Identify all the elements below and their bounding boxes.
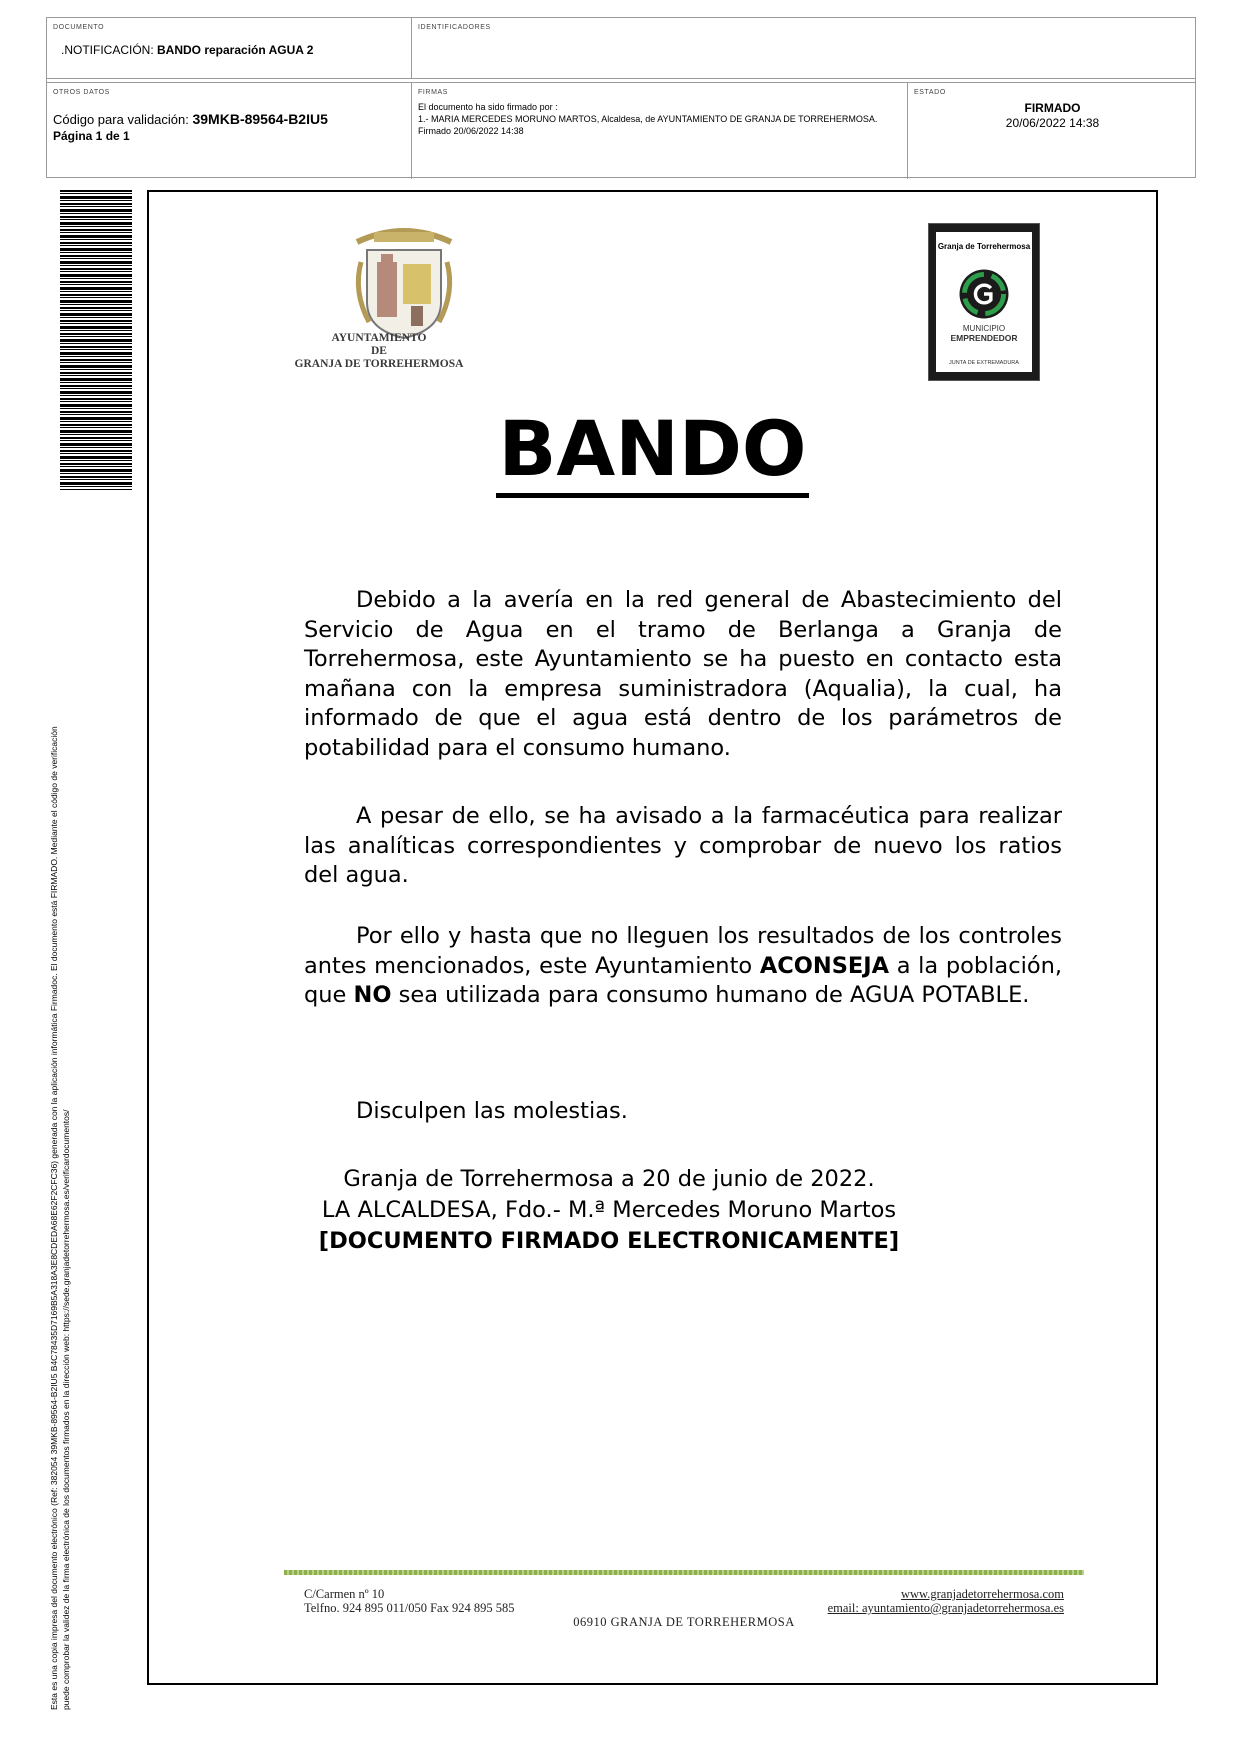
firmas-cell xyxy=(411,83,907,179)
badge-emprendedor: EMPRENDEDOR xyxy=(950,333,1018,343)
documento-value xyxy=(61,43,313,57)
p3-aconseja: ACONSEJA xyxy=(759,952,890,979)
p3-part-e: sea utilizada para consumo humano de AGUA POTABLE. xyxy=(391,982,1030,1008)
documento-name: BANDO reparación AGUA 2 xyxy=(157,43,314,57)
ayuntamiento-logo-text xyxy=(269,332,489,371)
paragraph-3-text xyxy=(304,922,1062,1011)
status-badge: FIRMADO xyxy=(1024,101,1081,115)
barcode xyxy=(60,190,132,490)
paragraph-2-text: A pesar de ello, se ha avisado a la farmacéutica para realizar las analíticas correspondientes y comprobar de nuevo los ratios del agua. xyxy=(304,803,1062,888)
paragraph-1-text: Debido a la avería en la red general de Abastecimiento del Servicio de Agua en el tramo de Berlanga a Granja de Torrehermosa, este Ayuntamiento se ha puesto en contacto esta mañana con la empresa suministradora (Aqualia), la cual, ha informado de que el agua está dentro de los parámetros de potabilidad para el consumo humano. xyxy=(304,587,1062,761)
body-paragraph-1 xyxy=(304,586,1062,763)
p3-part-a: Por ello y hasta que no lleguen los resultados de los controles antes mencionados, este Ayuntamiento xyxy=(304,923,1062,979)
codigo-value: 39MKB-89564-B2IU5 xyxy=(192,111,328,127)
footer-phone: Telfno. 924 895 011/050 Fax 924 895 585 xyxy=(304,1601,515,1615)
estado-cell xyxy=(907,83,1197,179)
coat-of-arms-icon xyxy=(339,222,469,342)
document-frame xyxy=(147,190,1158,1685)
identificadores-caption: IDENTIFICADORES xyxy=(418,24,491,31)
p3-no: NO xyxy=(353,982,392,1008)
validation-code xyxy=(53,111,328,127)
identificadores-cell xyxy=(411,18,1197,78)
signature-block xyxy=(309,1164,909,1257)
documento-cell xyxy=(47,18,411,78)
body-paragraph-3 xyxy=(304,922,1062,1011)
codigo-label: Código para validación: xyxy=(53,112,193,127)
badge-junta: JUNTA DE EXTREMADURA xyxy=(949,360,1019,366)
ayto-line3: GRANJA DE TORREHERMOSA xyxy=(294,358,464,370)
footer-city: 06910 GRANJA DE TORREHERMOSA xyxy=(573,1615,795,1629)
firmas-text xyxy=(418,101,877,137)
badge-inner xyxy=(936,232,1032,372)
bando-title: BANDO xyxy=(496,405,808,498)
verification-side-text xyxy=(48,490,72,1710)
documento-prefix: .NOTIFICACIÓN: xyxy=(61,43,157,57)
metadata-row-document xyxy=(47,18,1195,79)
page-number: Página 1 de 1 xyxy=(53,129,130,143)
footer-address: C/Carmen nº 10 xyxy=(304,1587,385,1601)
paragraph-4-text: Disculpen las molestias. xyxy=(356,1098,628,1124)
firmas-line3: Firmado 20/06/2022 14:38 xyxy=(418,126,524,136)
firmas-line1: El documento ha sido firmado por : xyxy=(418,102,558,112)
side-text-line2: puede comprobar la validez de la firma electrónica de los documentos firmados en la dirección web: https://sede.granjadetorrehermosa.es/verificardocumentos/ xyxy=(61,1109,71,1710)
badge-municipio: MUNICIPIO xyxy=(962,324,1006,333)
firmas-line2: 1.- MARIA MERCEDES MORUNO MARTOS, Alcaldesa, de AYUNTAMIENTO DE GRANJA DE TORREHERMOSA. xyxy=(418,114,878,124)
signature-place-date: Granja de Torrehermosa a 20 de junio de 2022. xyxy=(343,1166,875,1192)
ayto-line2: DE xyxy=(371,345,387,357)
documento-caption: DOCUMENTO xyxy=(53,24,105,31)
signature-name: LA ALCALDESA, Fdo.- M.ª Mercedes Moruno Martos xyxy=(321,1197,897,1223)
ayto-line1: AYUNTAMIENTO xyxy=(331,332,427,344)
metadata-row-details xyxy=(47,82,1195,179)
document-metadata-table xyxy=(46,17,1196,178)
footer-web-link[interactable]: www.granjadetorrehermosa.com xyxy=(900,1587,1064,1601)
footer-divider xyxy=(284,1570,1084,1575)
signature-electronic: [DOCUMENTO FIRMADO ELECTRONICAMENTE] xyxy=(318,1228,900,1254)
side-text-line1: Esta es una copia impresa del documento electrónico (Ref: 382054 39MKB-89564-B2IU5 B4C78435D7169B5A318A3E8CDEDA68E62F2CFC36) generada con la aplicación informática Firmadoc. El documento está FIRMADO. Mediante el código de verificación xyxy=(49,726,59,1710)
body-paragraph-4 xyxy=(304,1097,1062,1127)
status-date: 20/06/2022 14:38 xyxy=(1005,116,1100,130)
body-paragraph-2 xyxy=(304,802,1062,891)
firmas-caption: FIRMAS xyxy=(418,89,449,96)
footer-email-link[interactable]: email: ayuntamiento@granjadetorrehermosa.es xyxy=(827,1601,1064,1615)
otros-caption: OTROS DATOS xyxy=(53,89,110,96)
municipio-emprendedor-badge xyxy=(928,223,1040,381)
otros-datos-cell xyxy=(47,83,411,179)
p3-part-c: a la población, que xyxy=(304,952,1063,1008)
badge-title: Granja de Torrehermosa xyxy=(937,242,1031,251)
emprendedor-logo-icon xyxy=(936,266,1032,322)
estado-caption: ESTADO xyxy=(914,89,946,96)
page-title xyxy=(149,405,1156,498)
